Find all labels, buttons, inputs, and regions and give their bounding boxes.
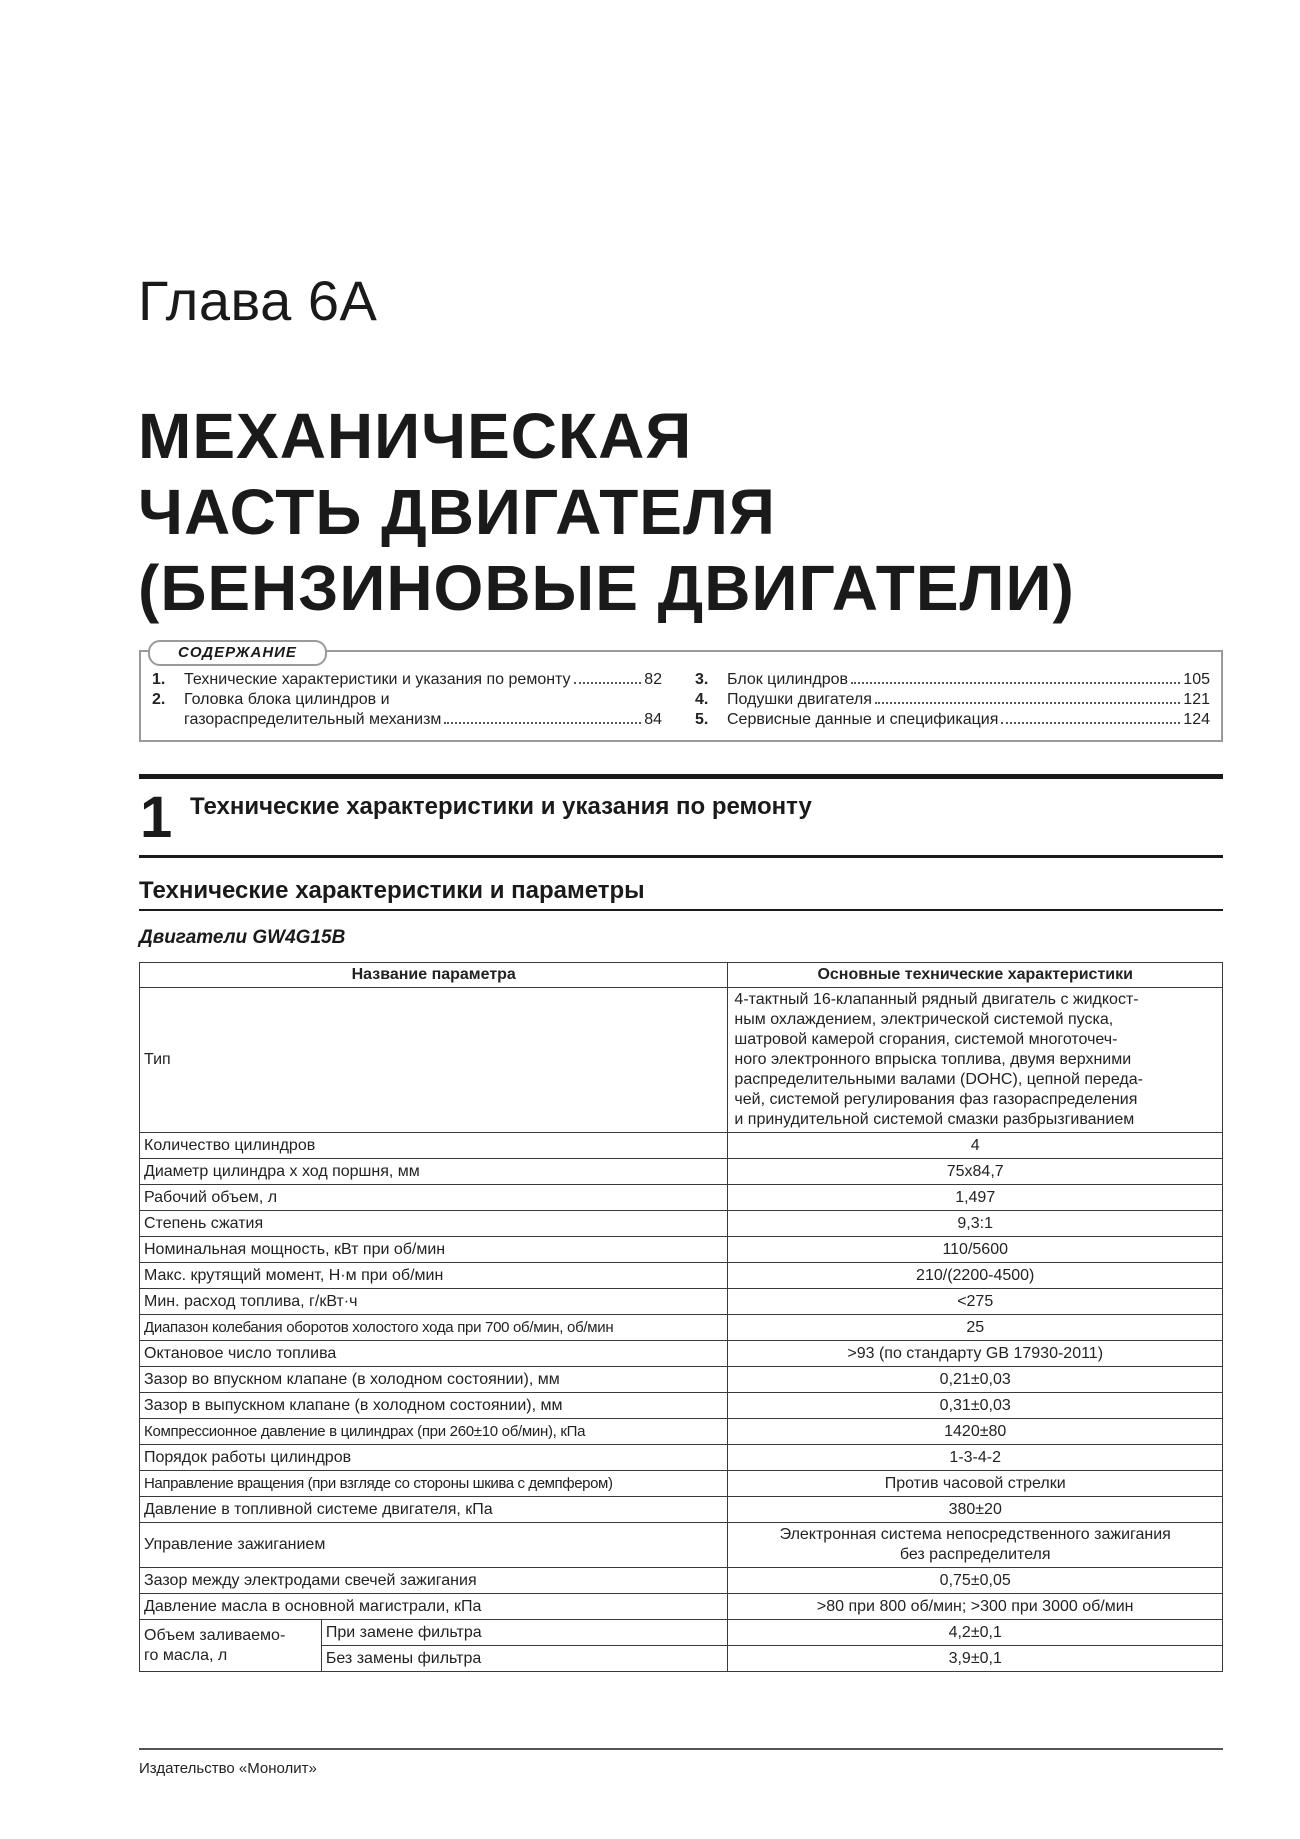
- table-row: [140, 1594, 1223, 1620]
- param-value: [728, 988, 1223, 1133]
- column-header-parameter: Название параметра: [140, 963, 728, 988]
- chapter-title-line-1: МЕХАНИЧЕСКАЯ: [138, 400, 693, 472]
- table-row: [140, 1289, 1223, 1315]
- param-value: <275: [728, 1289, 1223, 1315]
- toc-leader-dots: [1001, 722, 1180, 724]
- toc-item-2[interactable]: [152, 690, 662, 730]
- table-row: [140, 1237, 1223, 1263]
- subsection-rule: [139, 909, 1223, 911]
- param-value: 0,21±0,03: [728, 1367, 1223, 1393]
- toc-item-text: Технические характеристики и указания по ремонту: [184, 671, 571, 688]
- label-line: го масла, л: [144, 1646, 228, 1664]
- toc-item-page: 124: [1183, 711, 1210, 728]
- section-number: 1: [140, 785, 173, 850]
- subsection-title: Технические характеристики и параметры: [139, 877, 645, 904]
- param-label: Зазор между электродами свечей зажигания: [140, 1568, 728, 1594]
- value-line: ным охлаждением, электрической системой пуска,: [734, 1011, 1114, 1028]
- param-label: Порядок работы цилиндров: [140, 1445, 728, 1471]
- toc-item-1[interactable]: [152, 670, 662, 690]
- param-label: Зазор в выпускном клапане (в холодном состоянии), мм: [140, 1393, 728, 1419]
- toc-item-number: 2.: [152, 691, 166, 708]
- toc-item-number: 1.: [152, 671, 166, 688]
- toc-column-right: [695, 670, 1210, 730]
- param-label: Давление масла в основной магистрали, кПа: [140, 1594, 728, 1620]
- param-label: Зазор во впускном клапане (в холодном состоянии), мм: [140, 1367, 728, 1393]
- param-label: Мин. расход топлива, г/кВт·ч: [140, 1289, 728, 1315]
- toc-item-3[interactable]: [695, 670, 1210, 690]
- param-value: 9,3:1: [728, 1211, 1223, 1237]
- param-value: 380±20: [728, 1497, 1223, 1523]
- toc-item-number: 4.: [695, 691, 709, 708]
- section-title: Технические характеристики и указания по ремонту: [190, 793, 812, 820]
- section-bottom-rule: [139, 855, 1223, 858]
- value-line: без распределителя: [899, 1546, 1051, 1563]
- toc-heading: СОДЕРЖАНИЕ: [148, 640, 327, 666]
- table-row: [140, 1419, 1223, 1445]
- chapter-label: Глава 6А: [138, 269, 378, 332]
- toc-item-text: газораспределительный механизм: [184, 711, 442, 728]
- param-label: Управление зажиганием: [140, 1523, 728, 1568]
- param-value: 1420±80: [728, 1419, 1223, 1445]
- value-line: распределительными валами (DOHC), цепной переда-: [734, 1071, 1143, 1088]
- toc-column-left: [152, 670, 662, 730]
- table-row: [140, 1341, 1223, 1367]
- footer-rule: [139, 1748, 1223, 1750]
- toc-item-page: 84: [644, 711, 662, 728]
- param-label: Количество цилиндров: [140, 1133, 728, 1159]
- param-sublabel: При замене фильтра: [321, 1620, 728, 1646]
- table-row: [140, 1497, 1223, 1523]
- param-value: 0,75±0,05: [728, 1568, 1223, 1594]
- param-label: Макс. крутящий момент, Н·м при об/мин: [140, 1263, 728, 1289]
- toc-leader-dots: [875, 702, 1180, 704]
- param-label-oil-volume: [140, 1620, 322, 1672]
- table-row: [140, 1445, 1223, 1471]
- label-line: Объем заливаемо-: [144, 1626, 286, 1644]
- param-label: Направление вращения (при взгляде со стороны шкива с демпфером): [140, 1471, 728, 1497]
- toc-item-page: 121: [1183, 691, 1210, 708]
- table-header-row: [140, 963, 1223, 988]
- value-line: чей, системой регулирования фаз газораспределения: [734, 1091, 1138, 1108]
- toc-leader-dots: [444, 722, 641, 724]
- table-row-type: [140, 988, 1223, 1133]
- param-label: Давление в топливной системе двигателя, кПа: [140, 1497, 728, 1523]
- toc-item-page: 105: [1183, 671, 1210, 688]
- value-line: шатровой камерой сгорания, системой многоточеч-: [734, 1031, 1118, 1048]
- toc-item-number: 3.: [695, 671, 709, 688]
- param-label: Диапазон колебания оборотов холостого хода при 700 об/мин, об/мин: [140, 1315, 728, 1341]
- param-value: 1-3-4-2: [728, 1445, 1223, 1471]
- toc-item-text: Подушки двигателя: [727, 691, 872, 708]
- param-value: 3,9±0,1: [728, 1646, 1223, 1672]
- spec-table: [139, 962, 1223, 1672]
- toc-item-text: Блок цилиндров: [727, 671, 849, 688]
- table-row: [140, 1393, 1223, 1419]
- chapter-title-line-2: ЧАСТЬ ДВИГАТЕЛЯ: [138, 476, 776, 548]
- chapter-title: [138, 398, 1238, 626]
- table-row-ignition: [140, 1523, 1223, 1568]
- section-top-rule: [139, 774, 1223, 779]
- param-value: 210/(2200-4500): [728, 1263, 1223, 1289]
- param-value: 110/5600: [728, 1237, 1223, 1263]
- param-value: >93 (по стандарту GB 17930-2011): [728, 1341, 1223, 1367]
- toc-item-5[interactable]: [695, 710, 1210, 730]
- param-label: Октановое число топлива: [140, 1341, 728, 1367]
- column-header-characteristics: Основные технические характеристики: [728, 963, 1223, 988]
- param-value: >80 при 800 об/мин; >300 при 3000 об/мин: [728, 1594, 1223, 1620]
- toc-item-4[interactable]: [695, 690, 1210, 710]
- param-label: Номинальная мощность, кВт при об/мин: [140, 1237, 728, 1263]
- param-label: Степень сжатия: [140, 1211, 728, 1237]
- table-row: [140, 1133, 1223, 1159]
- table-row: [140, 1159, 1223, 1185]
- param-value: 25: [728, 1315, 1223, 1341]
- toc-item-number: 5.: [695, 711, 709, 728]
- param-value: 0,31±0,03: [728, 1393, 1223, 1419]
- param-value: 1,497: [728, 1185, 1223, 1211]
- param-sublabel: Без замены фильтра: [321, 1646, 728, 1672]
- toc-item-text: Сервисные данные и спецификация: [727, 711, 999, 728]
- param-value: [728, 1523, 1223, 1568]
- footer-publisher: Издательство «Монолит»: [139, 1760, 317, 1777]
- table-row: [140, 1367, 1223, 1393]
- param-value: 4,2±0,1: [728, 1620, 1223, 1646]
- value-line: Электронная система непосредственного зажигания: [779, 1526, 1171, 1543]
- param-label: Компрессионное давление в цилиндрах (при 260±10 об/мин), кПа: [140, 1419, 728, 1445]
- value-line: 4-тактный 16-клапанный рядный двигатель с жидкост-: [734, 991, 1139, 1008]
- table-row-oil-with-filter: [140, 1620, 1223, 1646]
- table-row: [140, 1568, 1223, 1594]
- param-value: Против часовой стрелки: [728, 1471, 1223, 1497]
- param-label: Рабочий объем, л: [140, 1185, 728, 1211]
- engine-title: Двигатели GW4G15B: [139, 927, 346, 948]
- param-label: Диаметр цилиндра х ход поршня, мм: [140, 1159, 728, 1185]
- table-row: [140, 1471, 1223, 1497]
- toc-item-page: 82: [644, 671, 662, 688]
- param-value: 75x84,7: [728, 1159, 1223, 1185]
- toc-item-text: Головка блока цилиндров и: [184, 691, 390, 708]
- value-line: и принудительной системой смазки разбрызгиванием: [734, 1111, 1135, 1128]
- chapter-title-line-3: (БЕНЗИНОВЫЕ ДВИГАТЕЛИ): [138, 552, 1075, 624]
- table-row: [140, 1263, 1223, 1289]
- table-row: [140, 1211, 1223, 1237]
- toc-leader-dots: [574, 682, 642, 684]
- table-row: [140, 1315, 1223, 1341]
- table-row: [140, 1185, 1223, 1211]
- value-line: ного электронного впрыска топлива, двумя верхними: [734, 1051, 1132, 1068]
- param-value: 4: [728, 1133, 1223, 1159]
- toc-leader-dots: [851, 682, 1180, 684]
- param-label: Тип: [140, 988, 728, 1133]
